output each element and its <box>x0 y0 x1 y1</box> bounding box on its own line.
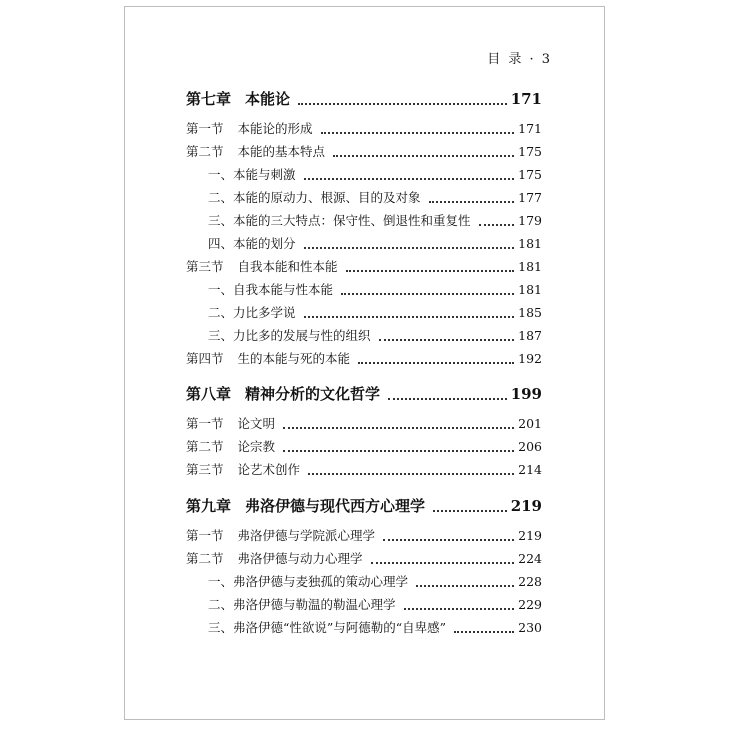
dot-leader <box>321 132 515 134</box>
page-number: 214 <box>518 462 542 477</box>
subsection-heading: 一、自我本能与性本能 <box>208 282 334 297</box>
page-number: 219 <box>510 497 542 515</box>
page-number: 181 <box>518 282 542 297</box>
section-heading: 第三节 论艺术创作 <box>186 462 301 477</box>
dot-leader <box>429 201 515 203</box>
dot-leader <box>304 178 515 180</box>
section-heading: 第二节 本能的基本特点 <box>186 144 326 159</box>
subsection-heading: 三、本能的三大特点：保守性、倒退性和重复性 <box>208 213 471 228</box>
dot-leader <box>416 585 514 587</box>
subsection-heading: 三、弗洛伊德“性欲说”与阿德勒的“自卑感” <box>208 620 447 635</box>
page-number: 175 <box>518 144 542 159</box>
toc-subsection-row[interactable] <box>186 188 542 206</box>
page-number: 171 <box>518 121 542 136</box>
dot-leader <box>358 362 514 364</box>
toc-subsection-row[interactable] <box>186 572 542 590</box>
page-number: 224 <box>518 551 542 566</box>
subsection-heading: 二、本能的原动力、根源、目的及对象 <box>208 190 421 205</box>
subsection-heading: 一、本能与刺激 <box>208 167 296 182</box>
toc-section-row[interactable] <box>186 142 542 160</box>
toc-subsection-row[interactable] <box>186 280 542 298</box>
dot-leader <box>304 316 515 318</box>
section-heading: 第一节 论文明 <box>186 416 276 431</box>
toc-section-row[interactable] <box>186 119 542 137</box>
section-heading: 第二节 弗洛伊德与动力心理学 <box>186 551 363 566</box>
running-head: 目 录 · 3 <box>487 52 552 67</box>
page-number: 199 <box>510 385 542 403</box>
dot-leader <box>454 631 514 633</box>
toc-subsection-row[interactable] <box>186 595 542 613</box>
page-number: 175 <box>518 167 542 182</box>
page-number: 206 <box>518 439 542 454</box>
toc-subsection-row[interactable] <box>186 165 542 183</box>
dot-leader <box>308 473 514 475</box>
toc-section-row[interactable] <box>186 349 542 367</box>
dot-leader <box>404 608 515 610</box>
dot-leader <box>346 270 515 272</box>
page-number: 181 <box>518 236 542 251</box>
toc-subsection-row[interactable] <box>186 326 542 344</box>
dot-leader <box>479 224 515 226</box>
toc-subsection-row[interactable] <box>186 618 542 636</box>
toc-section-row[interactable] <box>186 437 542 455</box>
dot-leader <box>341 293 514 295</box>
dot-leader <box>379 339 515 341</box>
dot-leader <box>388 398 507 400</box>
dot-leader <box>304 247 515 249</box>
chapter-heading: 第九章 弗洛伊德与现代西方心理学 <box>186 497 426 515</box>
page-number: 179 <box>518 213 542 228</box>
section-heading: 第二节 论宗教 <box>186 439 276 454</box>
dot-leader <box>383 539 514 541</box>
subsection-heading: 二、力比多学说 <box>208 305 296 320</box>
chapter-heading: 第七章 本能论 <box>186 90 291 108</box>
toc-section-row[interactable] <box>186 257 542 275</box>
page-number: 181 <box>518 259 542 274</box>
toc-section-row[interactable] <box>186 460 542 478</box>
toc-subsection-row[interactable] <box>186 211 542 229</box>
page-number: 229 <box>518 597 542 612</box>
subsection-heading: 三、力比多的发展与性的组织 <box>208 328 371 343</box>
chapter-row[interactable] <box>186 497 542 515</box>
dot-leader <box>433 510 507 512</box>
page-number: 192 <box>518 351 542 366</box>
toc-subsection-row[interactable] <box>186 303 542 321</box>
section-heading: 第四节 生的本能与死的本能 <box>186 351 351 366</box>
page-number: 201 <box>518 416 542 431</box>
page-number: 185 <box>518 305 542 320</box>
subsection-heading: 一、弗洛伊德与麦独孤的策动心理学 <box>208 574 409 589</box>
section-heading: 第三节 自我本能和性本能 <box>186 259 338 274</box>
page-number: 228 <box>518 574 542 589</box>
section-heading: 第一节 本能论的形成 <box>186 121 313 136</box>
page-number: 171 <box>510 90 542 108</box>
toc-section-row[interactable] <box>186 414 542 432</box>
dot-leader <box>283 450 514 452</box>
dot-leader <box>298 103 507 105</box>
page-number: 219 <box>518 528 542 543</box>
chapter-heading: 第八章 精神分析的文化哲学 <box>186 385 381 403</box>
page-number: 230 <box>518 620 542 635</box>
chapter-row[interactable] <box>186 90 542 108</box>
page-number: 187 <box>518 328 542 343</box>
dot-leader <box>333 155 514 157</box>
toc-section-row[interactable] <box>186 549 542 567</box>
dot-leader <box>371 562 515 564</box>
subsection-heading: 四、本能的划分 <box>208 236 296 251</box>
subsection-heading: 二、弗洛伊德与勒温的勒温心理学 <box>208 597 396 612</box>
toc-section-row[interactable] <box>186 526 542 544</box>
page-number: 177 <box>518 190 542 205</box>
chapter-row[interactable] <box>186 385 542 403</box>
section-heading: 第一节 弗洛伊德与学院派心理学 <box>186 528 376 543</box>
toc-subsection-row[interactable] <box>186 234 542 252</box>
dot-leader <box>283 427 514 429</box>
